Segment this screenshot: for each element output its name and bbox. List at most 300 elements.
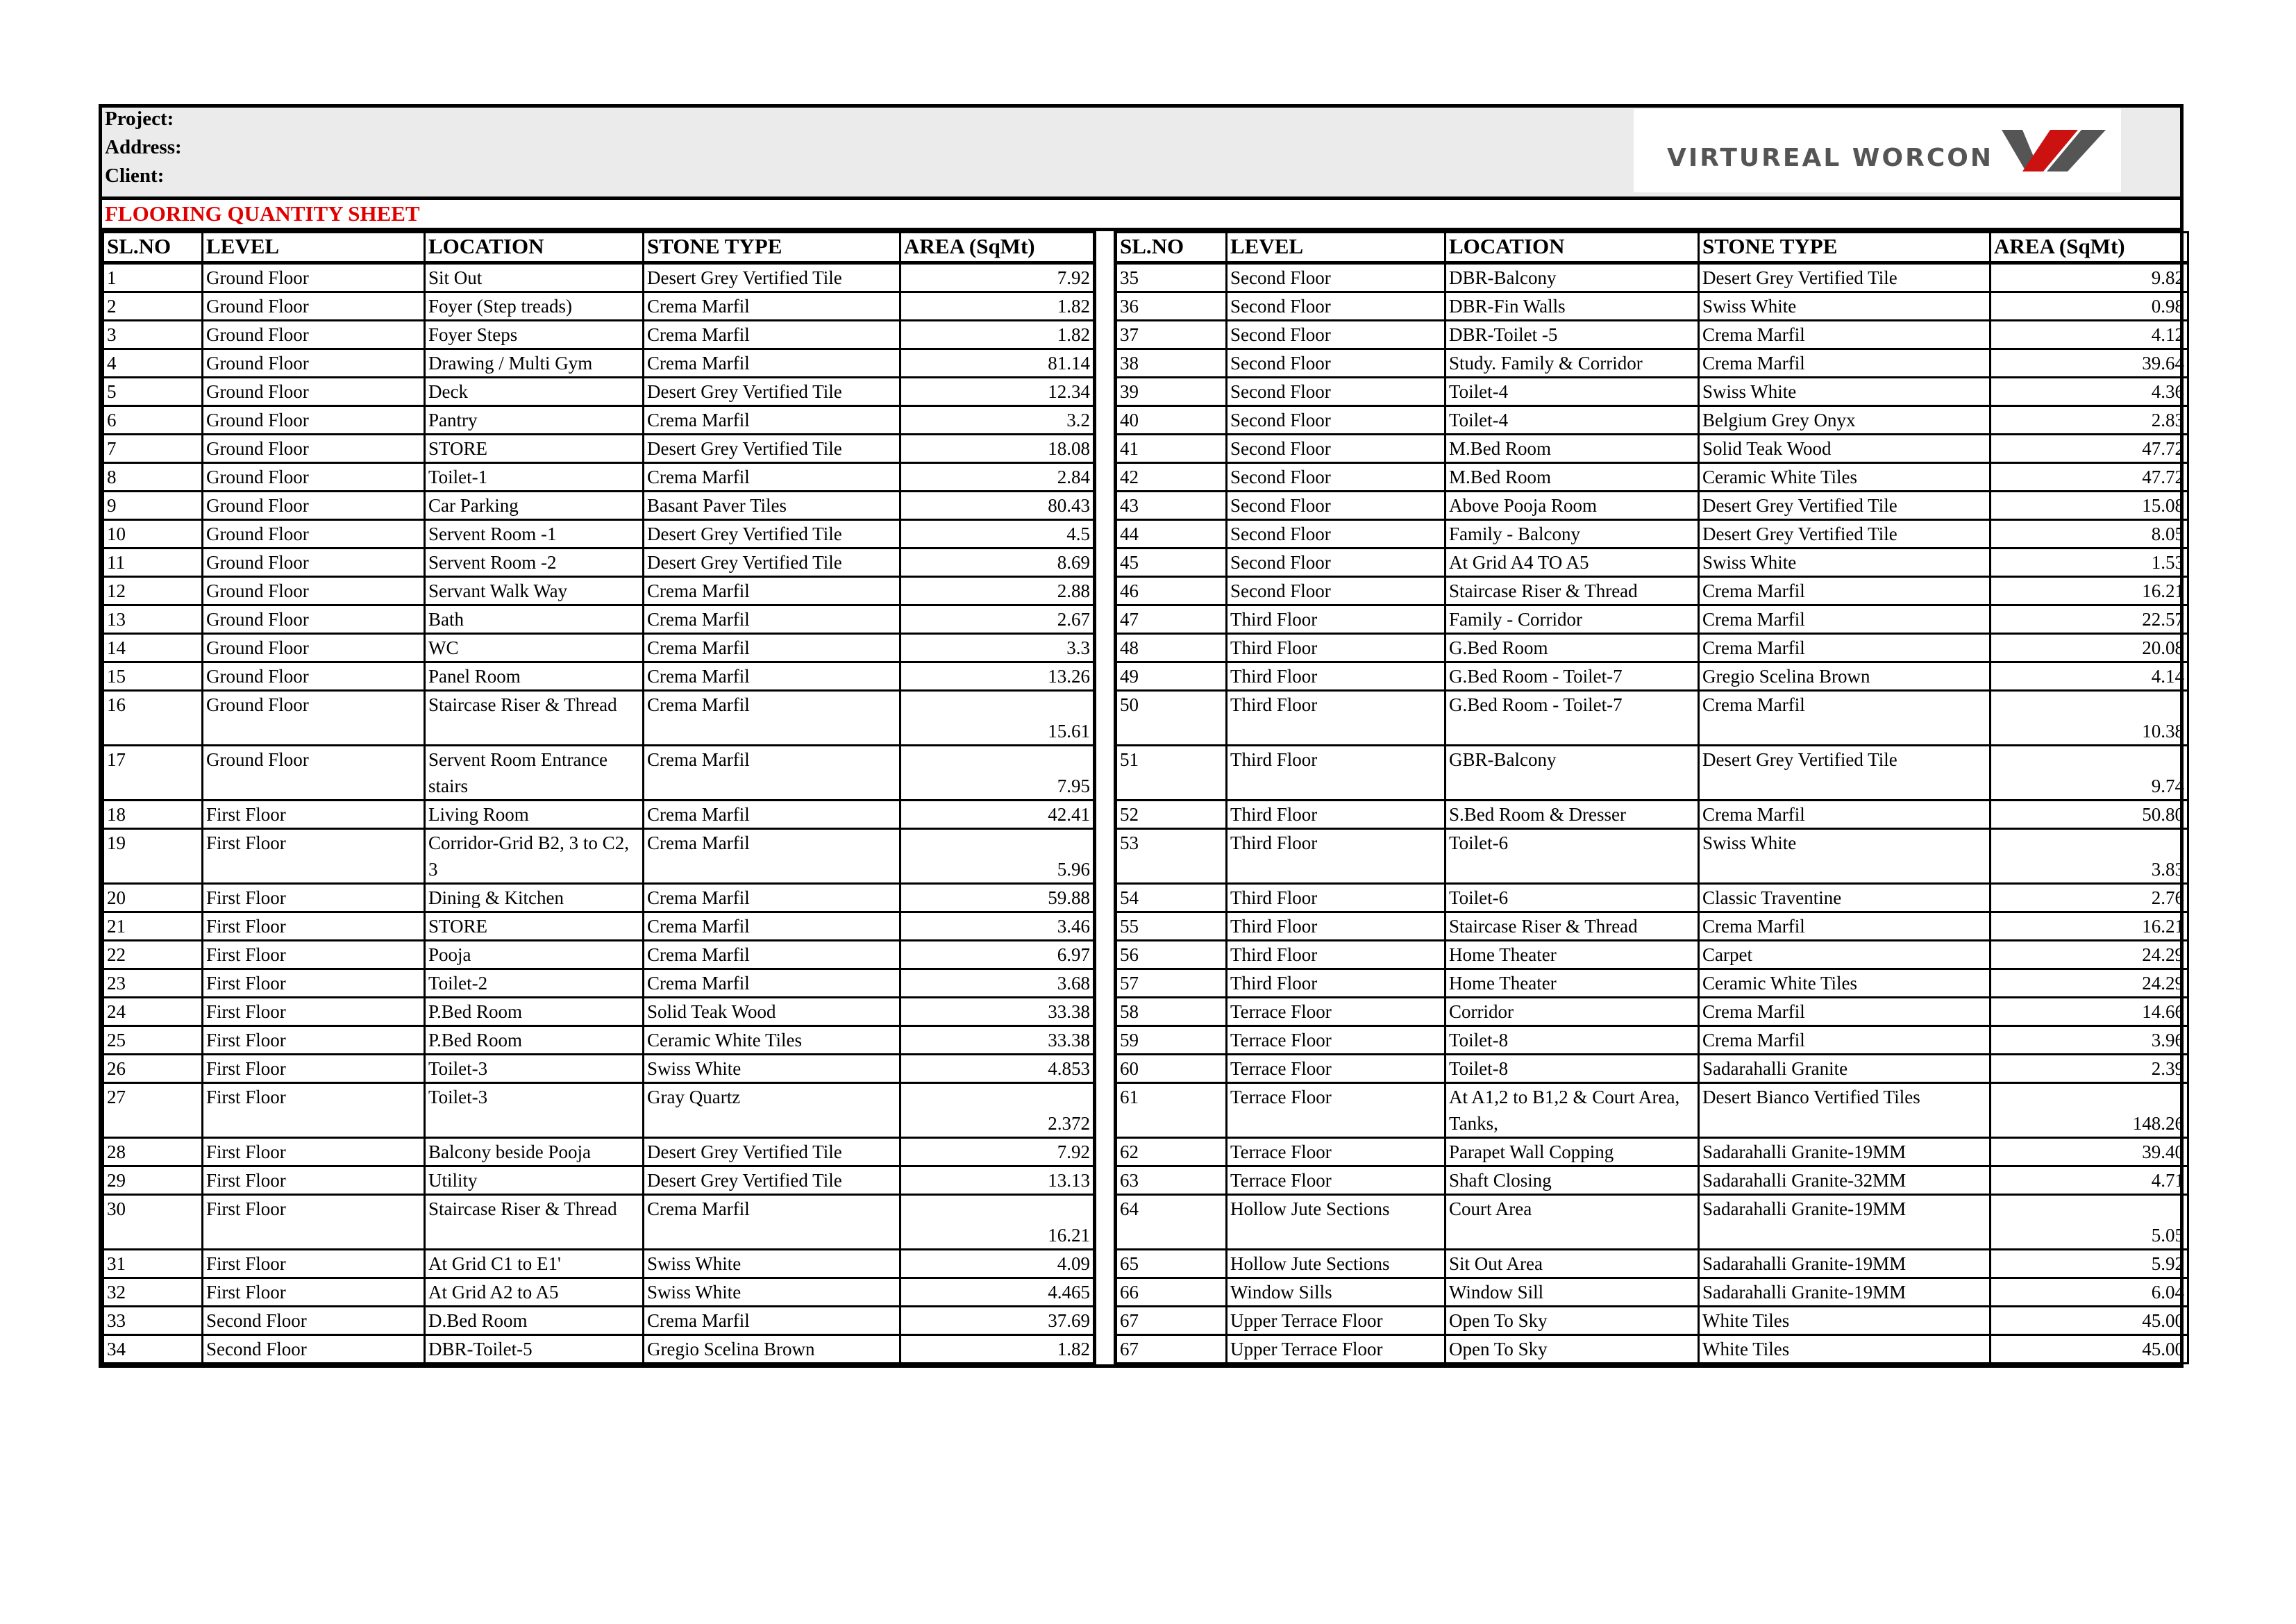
col-level: LEVEL [203,233,425,263]
cell-level: First Floor [203,884,425,912]
table-row [103,292,2188,321]
table-row [103,520,2188,549]
cell-slno: 32 [103,1278,203,1307]
cell-area: 6.04 [1991,1278,2188,1307]
column-header-row [103,233,2188,263]
cell-stone-type: Solid Teak Wood [1699,435,1991,463]
cell-location: Bath [425,605,644,634]
cell-area: 16.21 [1991,577,2188,605]
cell-area: 4.465 [900,1278,1095,1307]
cell-stone-type: Crema Marfil [644,941,900,969]
cell-location: G.Bed Room [1446,634,1699,662]
cell-level: Second Floor [1227,577,1446,605]
table-row [103,998,2188,1026]
client-label: Client: [105,165,165,187]
cell-slno: 13 [103,605,203,634]
cell-slno: 42 [1116,463,1227,492]
cell-location: Living Room [425,801,644,829]
cell-slno: 53 [1116,829,1227,884]
table-row [103,829,2188,884]
table-row [103,1335,2188,1364]
cell-area: 13.13 [900,1166,1095,1195]
cell-stone-type: Ceramic White Tiles [1699,463,1991,492]
cell-stone-type: Crema Marfil [1699,349,1991,378]
cell-location: G.Bed Room - Toilet-7 [1446,662,1699,691]
column-gap [1095,263,1116,292]
cell-location: Corridor-Grid B2, 3 to C2, 3 [425,829,644,884]
cell-stone-type: Desert Grey Vertified Tile [644,1166,900,1195]
table-row [103,691,2188,746]
quantity-table [102,231,2189,1364]
table-row [103,1166,2188,1195]
cell-area: 18.08 [900,435,1095,463]
cell-stone-type: Belgium Grey Onyx [1699,406,1991,435]
cell-area: 0.98 [1991,292,2188,321]
cell-level: First Floor [203,941,425,969]
cell-area: 7.92 [900,1138,1095,1166]
cell-level: First Floor [203,1138,425,1166]
col-slno-right: SL.NO [1116,233,1227,263]
cell-slno: 24 [103,998,203,1026]
cell-slno: 62 [1116,1138,1227,1166]
cell-location: Staircase Riser & Thread [425,1195,644,1250]
cell-location: Open To Sky [1446,1335,1699,1364]
cell-level: First Floor [203,1166,425,1195]
cell-stone-type: Crema Marfil [644,605,900,634]
cell-slno: 2 [103,292,203,321]
cell-level: First Floor [203,912,425,941]
table-row [103,634,2188,662]
cell-level: Ground Floor [203,605,425,634]
table-row [103,1055,2188,1083]
cell-area: 2.67 [900,605,1095,634]
cell-area: 1.82 [900,1335,1095,1364]
cell-location: Balcony beside Pooja [425,1138,644,1166]
cell-level: Second Floor [1227,406,1446,435]
cell-area: 2.84 [900,463,1095,492]
cell-location: Shaft Closing [1446,1166,1699,1195]
column-gap [1095,941,1116,969]
cell-location: At Grid A4 TO A5 [1446,549,1699,577]
cell-area: 3.68 [900,969,1095,998]
cell-area: 39.40 [1991,1138,2188,1166]
cell-area: 2.39 [1991,1055,2188,1083]
cell-area: 33.38 [900,1026,1095,1055]
cell-slno: 67 [1116,1335,1227,1364]
cell-stone-type: Desert Grey Vertified Tile [644,378,900,406]
cell-level: Second Floor [1227,520,1446,549]
cell-slno: 51 [1116,746,1227,801]
cell-area: 3.83 [1991,829,2188,884]
cell-location: M.Bed Room [1446,435,1699,463]
cell-level: Terrace Floor [1227,1083,1446,1138]
table-row [103,492,2188,520]
cell-location: S.Bed Room & Dresser [1446,801,1699,829]
cell-slno: 38 [1116,349,1227,378]
cell-stone-type: Crema Marfil [644,349,900,378]
cell-level: Second Floor [203,1307,425,1335]
cell-level: Ground Floor [203,746,425,801]
cell-slno: 1 [103,263,203,292]
cell-stone-type: Swiss White [1699,292,1991,321]
cell-location: Toilet-6 [1446,829,1699,884]
cell-slno: 4 [103,349,203,378]
column-gap [1095,435,1116,463]
cell-level: Second Floor [1227,492,1446,520]
cell-area: 47.72 [1991,463,2188,492]
cell-level: First Floor [203,1195,425,1250]
cell-slno: 11 [103,549,203,577]
cell-level: Ground Floor [203,492,425,520]
column-gap [1095,998,1116,1026]
cell-location: Foyer (Step treads) [425,292,644,321]
cell-stone-type: Crema Marfil [644,691,900,746]
cell-location: Servent Room -1 [425,520,644,549]
cell-area: 15.08 [1991,492,2188,520]
cell-stone-type: Swiss White [644,1055,900,1083]
cell-stone-type: Swiss White [1699,549,1991,577]
cell-location: Home Theater [1446,969,1699,998]
cell-level: Ground Floor [203,406,425,435]
cell-level: Third Floor [1227,746,1446,801]
cell-location: Sit Out [425,263,644,292]
cell-slno: 28 [103,1138,203,1166]
cell-location: Open To Sky [1446,1307,1699,1335]
cell-level: Hollow Jute Sections [1227,1250,1446,1278]
cell-stone-type: Classic Traventine [1699,884,1991,912]
column-gap [1095,549,1116,577]
cell-location: Dining & Kitchen [425,884,644,912]
cell-slno: 47 [1116,605,1227,634]
cell-location: DBR-Fin Walls [1446,292,1699,321]
column-gap [1095,746,1116,801]
cell-slno: 31 [103,1250,203,1278]
column-gap [1095,321,1116,349]
cell-location: G.Bed Room - Toilet-7 [1446,691,1699,746]
cell-area: 5.05 [1991,1195,2188,1250]
cell-slno: 64 [1116,1195,1227,1250]
cell-location: At Grid C1 to E1' [425,1250,644,1278]
cell-stone-type: Crema Marfil [644,463,900,492]
cell-stone-type: Crema Marfil [644,912,900,941]
column-gap [1095,1138,1116,1166]
cell-area: 9.74 [1991,746,2188,801]
company-logo [1634,109,2121,192]
cell-slno: 7 [103,435,203,463]
cell-level: Second Floor [1227,378,1446,406]
table-row [103,463,2188,492]
cell-level: Ground Floor [203,435,425,463]
cell-stone-type: Crema Marfil [644,1195,900,1250]
cell-level: Third Floor [1227,941,1446,969]
cell-level: Terrace Floor [1227,998,1446,1026]
table-row [103,549,2188,577]
column-gap [1095,1083,1116,1138]
cell-stone-type: Crema Marfil [1699,634,1991,662]
column-gap [1095,577,1116,605]
cell-level: Third Floor [1227,912,1446,941]
col-level-right: LEVEL [1227,233,1446,263]
cell-location: GBR-Balcony [1446,746,1699,801]
cell-stone-type: Crema Marfil [644,884,900,912]
cell-stone-type: Crema Marfil [644,577,900,605]
cell-location: Utility [425,1166,644,1195]
cell-stone-type: Crema Marfil [644,801,900,829]
col-location: LOCATION [425,233,644,263]
cell-area: 1.53 [1991,549,2188,577]
table-row [103,1083,2188,1138]
cell-level: Third Floor [1227,605,1446,634]
cell-level: Ground Floor [203,349,425,378]
cell-level: Second Floor [203,1335,425,1364]
cell-stone-type: Sadarahalli Granite-19MM [1699,1250,1991,1278]
cell-area: 47.72 [1991,435,2188,463]
column-gap [1095,605,1116,634]
cell-level: Hollow Jute Sections [1227,1195,1446,1250]
cell-slno: 9 [103,492,203,520]
table-row [103,321,2188,349]
col-area: AREA (SqMt) [900,233,1095,263]
cell-area: 3.3 [900,634,1095,662]
cell-slno: 67 [1116,1307,1227,1335]
cell-location: DBR-Balcony [1446,263,1699,292]
cell-area: 3.2 [900,406,1095,435]
cell-location: Toilet-8 [1446,1026,1699,1055]
table-row [103,577,2188,605]
flooring-sheet [99,104,2184,1368]
cell-slno: 19 [103,829,203,884]
cell-level: Second Floor [1227,321,1446,349]
project-label: Project: [105,108,174,130]
cell-level: Second Floor [1227,292,1446,321]
cell-location: DBR-Toilet -5 [1446,321,1699,349]
cell-location: Family - Balcony [1446,520,1699,549]
cell-location: P.Bed Room [425,1026,644,1055]
cell-slno: 44 [1116,520,1227,549]
cell-level: Upper Terrace Floor [1227,1335,1446,1364]
cell-stone-type: Basant Paver Tiles [644,492,900,520]
cell-level: Third Floor [1227,801,1446,829]
cell-slno: 41 [1116,435,1227,463]
cell-stone-type: Swiss White [644,1278,900,1307]
column-gap [1095,1195,1116,1250]
table-row [103,406,2188,435]
cell-stone-type: Desert Grey Vertified Tile [1699,492,1991,520]
cell-location: Foyer Steps [425,321,644,349]
table-row [103,969,2188,998]
cell-level: Terrace Floor [1227,1026,1446,1055]
cell-level: Third Floor [1227,691,1446,746]
cell-stone-type: Crema Marfil [1699,912,1991,941]
column-gap [1095,801,1116,829]
cell-area: 39.64 [1991,349,2188,378]
cell-location: Window Sill [1446,1278,1699,1307]
column-gap [1095,691,1116,746]
cell-stone-type: Solid Teak Wood [644,998,900,1026]
cell-location: WC [425,634,644,662]
cell-area: 24.29 [1991,969,2188,998]
cell-location: Pooja [425,941,644,969]
column-gap [1095,829,1116,884]
cell-level: Second Floor [1227,549,1446,577]
cell-location: Court Area [1446,1195,1699,1250]
cell-level: Second Floor [1227,349,1446,378]
cell-slno: 20 [103,884,203,912]
table-row [103,1138,2188,1166]
cell-slno: 54 [1116,884,1227,912]
table-row [103,1307,2188,1335]
cell-slno: 61 [1116,1083,1227,1138]
cell-slno: 33 [103,1307,203,1335]
cell-area: 12.34 [900,378,1095,406]
column-gap [1095,520,1116,549]
cell-location: Family - Corridor [1446,605,1699,634]
cell-slno: 50 [1116,691,1227,746]
cell-stone-type: Swiss White [1699,829,1991,884]
cell-level: First Floor [203,1250,425,1278]
cell-slno: 10 [103,520,203,549]
column-gap [1095,349,1116,378]
cell-area: 8.05 [1991,520,2188,549]
cell-level: Ground Floor [203,463,425,492]
cell-level: Ground Floor [203,577,425,605]
cell-slno: 14 [103,634,203,662]
table-row [103,1278,2188,1307]
cell-stone-type: Sadarahalli Granite-19MM [1699,1195,1991,1250]
cell-area: 42.41 [900,801,1095,829]
cell-area: 4.853 [900,1055,1095,1083]
cell-stone-type: Crema Marfil [644,292,900,321]
cell-slno: 46 [1116,577,1227,605]
cell-slno: 37 [1116,321,1227,349]
cell-area: 6.97 [900,941,1095,969]
project-header [102,108,2180,200]
column-gap [1095,662,1116,691]
cell-location: STORE [425,435,644,463]
cell-stone-type: Ceramic White Tiles [1699,969,1991,998]
cell-stone-type: Gray Quartz [644,1083,900,1138]
column-gap [1095,406,1116,435]
cell-area: 7.95 [900,746,1095,801]
column-gap [1095,1307,1116,1335]
table-row [103,941,2188,969]
cell-location: Staircase Riser & Thread [1446,577,1699,605]
cell-area: 9.82 [1991,263,2188,292]
table-row [103,263,2188,292]
cell-area: 3.46 [900,912,1095,941]
table-row [103,884,2188,912]
cell-slno: 34 [103,1335,203,1364]
cell-location: STORE [425,912,644,941]
col-area-right: AREA (SqMt) [1991,233,2188,263]
cell-location: Panel Room [425,662,644,691]
cell-area: 148.26 [1991,1083,2188,1138]
cell-location: Deck [425,378,644,406]
cell-location: Study. Family & Corridor [1446,349,1699,378]
cell-level: Third Floor [1227,884,1446,912]
cell-location: At Grid A2 to A5 [425,1278,644,1307]
table-row [103,378,2188,406]
cell-area: 1.82 [900,321,1095,349]
cell-stone-type: White Tiles [1699,1307,1991,1335]
column-gap [1095,233,1116,263]
cell-location: Drawing / Multi Gym [425,349,644,378]
cell-stone-type: Desert Grey Vertified Tile [1699,520,1991,549]
cell-area: 7.92 [900,263,1095,292]
cell-area: 5.92 [1991,1250,2188,1278]
cell-slno: 8 [103,463,203,492]
cell-slno: 57 [1116,969,1227,998]
cell-stone-type: Crema Marfil [1699,1026,1991,1055]
cell-location: DBR-Toilet-5 [425,1335,644,1364]
cell-level: Terrace Floor [1227,1166,1446,1195]
cell-location: At A1,2 to B1,2 & Court Area, Tanks, [1446,1083,1699,1138]
cell-stone-type: Desert Grey Vertified Tile [1699,746,1991,801]
cell-area: 50.80 [1991,801,2188,829]
cell-slno: 15 [103,662,203,691]
cell-area: 4.71 [1991,1166,2188,1195]
cell-stone-type: Crema Marfil [1699,577,1991,605]
cell-location: Corridor [1446,998,1699,1026]
cell-location: P.Bed Room [425,998,644,1026]
cell-level: Window Sills [1227,1278,1446,1307]
cell-area: 59.88 [900,884,1095,912]
cell-area: 14.66 [1991,998,2188,1026]
cell-location: Toilet-4 [1446,378,1699,406]
cell-area: 2.372 [900,1083,1095,1138]
cell-level: Ground Floor [203,691,425,746]
column-gap [1095,1250,1116,1278]
cell-slno: 5 [103,378,203,406]
svg-text:VIRTUREAL WORCON: VIRTUREAL WORCON [1667,144,1993,172]
cell-stone-type: Crema Marfil [644,829,900,884]
cell-slno: 22 [103,941,203,969]
cell-stone-type: Crema Marfil [644,321,900,349]
cell-stone-type: Crema Marfil [1699,321,1991,349]
cell-area: 4.14 [1991,662,2188,691]
cell-stone-type: Desert Bianco Vertified Tiles [1699,1083,1991,1138]
cell-stone-type: Crema Marfil [1699,998,1991,1026]
cell-slno: 21 [103,912,203,941]
cell-area: 2.83 [1991,406,2188,435]
cell-stone-type: Swiss White [1699,378,1991,406]
cell-area: 5.96 [900,829,1095,884]
column-gap [1095,463,1116,492]
column-gap [1095,969,1116,998]
cell-level: Ground Floor [203,662,425,691]
cell-slno: 25 [103,1026,203,1055]
cell-stone-type: Desert Grey Vertified Tile [644,1138,900,1166]
cell-slno: 40 [1116,406,1227,435]
cell-slno: 65 [1116,1250,1227,1278]
cell-location: Servent Room Entrance stairs [425,746,644,801]
cell-slno: 48 [1116,634,1227,662]
cell-level: Terrace Floor [1227,1055,1446,1083]
cell-level: First Floor [203,998,425,1026]
cell-slno: 3 [103,321,203,349]
cell-slno: 60 [1116,1055,1227,1083]
cell-stone-type: White Tiles [1699,1335,1991,1364]
cell-area: 24.29 [1991,941,2188,969]
cell-location: Pantry [425,406,644,435]
cell-slno: 27 [103,1083,203,1138]
cell-stone-type: Crema Marfil [644,746,900,801]
cell-stone-type: Sadarahalli Granite-19MM [1699,1278,1991,1307]
cell-level: Terrace Floor [1227,1138,1446,1166]
cell-location: Toilet-3 [425,1055,644,1083]
column-gap [1095,1055,1116,1083]
cell-slno: 23 [103,969,203,998]
